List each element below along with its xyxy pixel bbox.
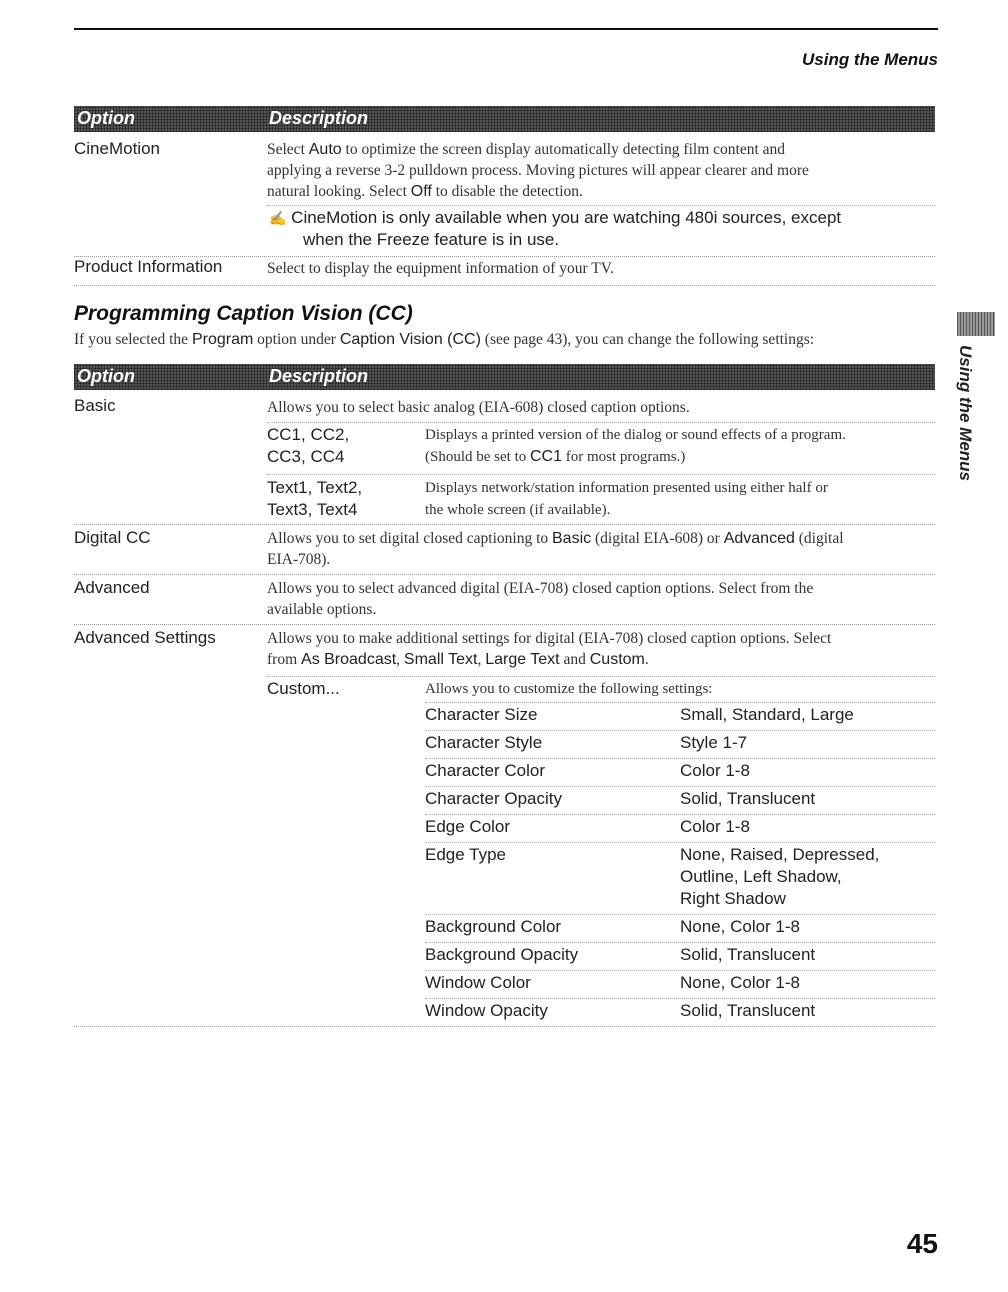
setting-value: Solid, Translucent [680,1001,816,1020]
term-text [267,477,362,521]
text: Outline, Left Shadow, [680,867,842,886]
running-header: Using the Menus [801,50,938,69]
col-option-label: Option [77,108,135,128]
row-advanced [74,576,935,625]
row-basic [74,394,935,525]
desc-cc [425,424,846,468]
text: to disable the detection. [431,183,583,200]
text: applying a reverse 3-2 pulldown process. Moving pictures will appear clearer and more [267,162,809,179]
row-cinemotion [74,136,935,257]
text: Text3, Text4 [267,500,358,519]
top-rule [74,28,938,30]
col-description-label: Description [269,108,369,128]
keyword: As Broadcast [301,651,397,668]
setting-value: None, Color 1-8 [680,917,801,936]
text: Select [267,141,309,158]
side-tab-label: Using the Menus [956,345,975,482]
keyword: Caption Vision (CC) [339,331,481,348]
setting-value: None, Color 1-8 [680,973,801,992]
setting-value: Color 1-8 [680,817,750,836]
section-title: Programming Caption Vision (CC) [74,302,413,325]
desc-basic: Allows you to select basic analog (EIA-608) closed caption options. [267,399,690,416]
setting-value [680,844,879,910]
desc-product-information: Select to display the equipment information of your TV. [267,260,614,277]
keyword: Auto [308,141,342,158]
text: the whole screen (if available). [425,502,611,518]
term-custom: Custom... [267,679,340,698]
keyword: Small Text [403,651,478,668]
option-product-information: Product Information [74,257,223,276]
divider [425,702,935,703]
setting-name: Window Opacity [425,1001,548,1020]
text: available options. [267,601,377,618]
divider [425,914,935,915]
keyword: CC1 [530,448,563,465]
setting-name: Character Size [425,705,538,724]
text: , [396,651,404,668]
text: and [559,651,590,668]
note-line: CineMotion is only available when you are watching 480i sources, except [291,208,842,227]
text: , [477,651,486,668]
col-description-label: Description [269,366,369,386]
desc-advanced [267,578,813,620]
divider [425,758,935,759]
text: Allows you to select advanced digital (EIA-708) closed caption options. Select from the [267,580,814,597]
divider [267,422,935,423]
note-divider [267,205,935,206]
text: Displays a printed version of the dialog or sound effects of a program. [425,427,846,443]
option-cinemotion: CineMotion [74,139,160,158]
desc-cinemotion [267,139,809,202]
section-intro [74,331,814,349]
desc-text [425,477,828,521]
desc-custom: Allows you to customize the following settings: [425,681,713,697]
note-cinemotion [269,207,841,250]
keyword: Basic [552,530,592,547]
option-advanced-settings: Advanced Settings [74,628,216,647]
text: natural looking. Select [267,183,411,200]
row-product-information [74,257,935,286]
row-digital-cc [74,526,935,575]
divider [425,786,935,787]
keyword: Large Text [485,651,560,668]
divider [425,814,935,815]
table1-header [74,106,935,132]
text: to optimize the screen display automatically detecting film content and [341,141,786,158]
text: None, Raised, Depressed, [680,845,880,864]
note-line: when the Freeze feature is in use. [303,230,560,249]
table2-header [74,364,935,390]
term-cc [267,424,349,468]
text: EIA-708). [267,551,331,568]
setting-name: Character Style [425,733,543,752]
page-number: 45 [906,1228,938,1259]
setting-name: Character Opacity [425,789,562,808]
text: (digital [794,530,844,547]
text: from [267,651,302,668]
setting-name: Background Opacity [425,945,579,964]
text: for most programs.) [562,449,686,465]
setting-name: Window Color [425,973,531,992]
option-basic: Basic [74,396,116,415]
text: Allows you to set digital closed captioning to [267,530,552,547]
text: (digital EIA-608) or [591,530,724,547]
setting-name: Character Color [425,761,545,780]
desc-advanced-settings [267,628,831,670]
note-pen-icon: ✍ [269,210,287,226]
keyword: Custom [589,651,645,668]
divider [425,998,935,999]
option-advanced: Advanced [74,578,150,597]
setting-value: Style 1-7 [680,733,748,752]
setting-name: Edge Color [425,817,511,836]
text: (Should be set to [425,449,530,465]
setting-value: Color 1-8 [680,761,750,780]
setting-name: Edge Type [425,845,506,864]
divider [425,970,935,971]
text: (see page 43), you can change the following settings: [480,331,815,348]
divider [425,730,935,731]
text: option under [253,331,340,348]
text: Allows you to make additional settings for digital (EIA-708) closed caption options. Select [267,630,832,647]
desc-digital-cc [267,528,844,570]
row-advanced-settings [74,626,935,1027]
setting-value: Solid, Translucent [680,789,816,808]
text: Right Shadow [680,889,786,908]
divider [267,474,935,475]
keyword: Off [410,183,432,200]
divider [425,942,935,943]
option-digital-cc: Digital CC [74,528,151,547]
keyword: Advanced [723,530,795,547]
text: Text1, Text2, [267,478,363,497]
keyword: Program [191,331,254,348]
setting-value: Solid, Translucent [680,945,816,964]
divider [425,842,935,843]
side-tab-marker [957,312,995,336]
setting-name: Background Color [425,917,562,936]
text: CC1, CC2, [267,425,350,444]
text: CC3, CC4 [267,447,345,466]
text: . [644,651,649,668]
setting-value: Small, Standard, Large [680,705,854,724]
text: Displays network/station information presented using either half or [425,480,828,496]
col-option-label: Option [77,366,135,386]
text: If you selected the [74,331,192,348]
divider [267,676,935,677]
